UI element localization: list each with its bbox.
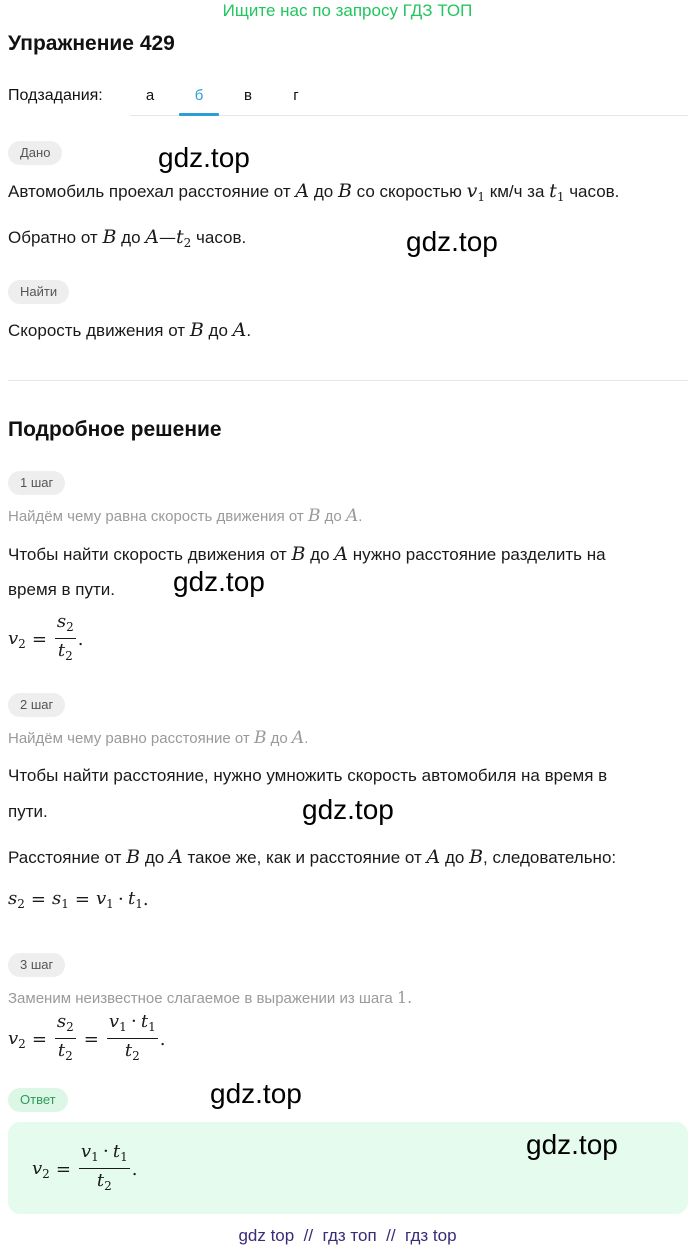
formula-s2-s1-v1t1: $s_2$ = $s_1$ = $v_1$ ⋅ $t_1$ .	[8, 888, 149, 911]
step-3-pill: 3 шаг	[8, 953, 65, 977]
formula-v2-s2-t2: $v_2$ = $\frac{s_2}{t_2}$ .	[8, 611, 84, 663]
given-line-1: Автомобиль проехал расстояние от A до B со скоростью $v_1$ км/ч за $t_1$ часов.	[8, 180, 620, 204]
page-title: Упражнение 429	[8, 32, 175, 55]
promo-banner-link[interactable]: Ищите нас по запросу ГДЗ ТОП	[222, 1, 473, 20]
subtasks-nav	[8, 86, 688, 116]
tab-g[interactable]: г	[293, 87, 299, 104]
watermark: gdz.top	[158, 142, 250, 173]
step-2-hint: Найдём чему равно расстояние от B до A.	[8, 728, 309, 748]
step-1-pill: 1 шаг	[8, 471, 65, 495]
given-line-2: Обратно от B до $A—t_2$ часов.	[8, 226, 247, 250]
watermark: gdz.top	[210, 1078, 302, 1109]
step-2-pill: 2 шаг	[8, 693, 65, 717]
step-2-text-3: Расстояние от B до A такое же, как и расстояние от A до B, следовательно:	[8, 846, 617, 868]
find-pill: Найти	[8, 280, 69, 304]
footer-links[interactable]: gdz top // гдз топ // гдз top	[238, 1226, 457, 1245]
step-3-hint: Заменим неизвестное слагаемое в выражении из шага 1.	[8, 988, 413, 1007]
given-pill: Дано	[8, 141, 62, 165]
step-2-text-1: Чтобы найти расстояние, нужно умножить скорость автомобиля на время в	[8, 766, 608, 785]
step-1-text-2: время в пути.	[8, 580, 116, 599]
tab-v[interactable]: в	[244, 87, 252, 104]
watermark: gdz.top	[526, 1129, 618, 1160]
tab-a[interactable]: а	[145, 87, 155, 104]
step-2-text-2: пути.	[8, 802, 48, 821]
watermark: gdz.top	[406, 226, 498, 257]
formula-step-3: $v_2$ = $\frac{s_2}{t_2}$ = $\frac{v_1 \cdot t_1}{t_2}$ .	[8, 1011, 166, 1063]
subtasks-label: Подзадания:	[8, 87, 103, 104]
watermark: gdz.top	[302, 794, 394, 825]
answer-formula: $v_2$ = $\frac{v_1 \cdot t_1}{t_2}$ .	[32, 1141, 138, 1193]
tab-b[interactable]: б	[194, 87, 204, 104]
watermark: gdz.top	[173, 566, 265, 597]
section-divider	[8, 380, 688, 381]
step-1-text-1: Чтобы найти скорость движения от B до A нужно расстояние разделить на	[8, 543, 606, 565]
solution-title: Подробное решение	[8, 418, 222, 441]
find-line: Скорость движения от B до A.	[8, 319, 252, 341]
answer-pill: Ответ	[8, 1088, 68, 1112]
active-tab-indicator	[179, 113, 219, 116]
step-1-hint: Найдём чему равна скорость движения от B до A.	[8, 506, 363, 526]
